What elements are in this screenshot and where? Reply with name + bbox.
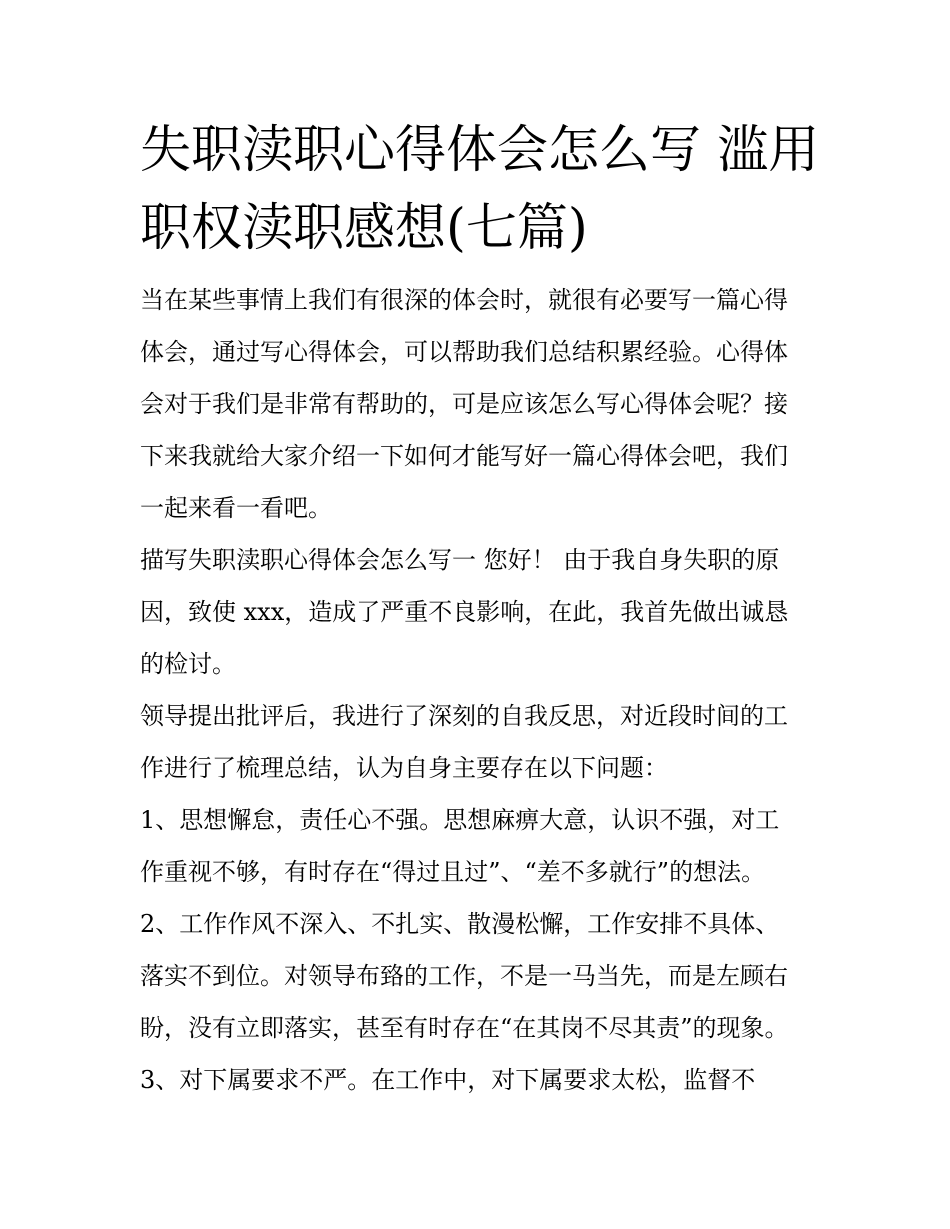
text-line: 落实不到位。对领导布臵的工作，不是一马当先，而是左顾右 <box>140 962 788 990</box>
text-line: 因，致使 xxx，造成了严重不良影响，在此，我首先做出诚恳 <box>140 598 789 626</box>
document-title <box>140 112 820 268</box>
text-line: 体会，通过写心得体会，可以帮助我们总结积累经验。心得体 <box>140 338 788 366</box>
document-body <box>140 274 820 1106</box>
title-line: 失职渎职心得体会怎么写 滥用 <box>140 121 820 180</box>
text-line: 领导提出批评后，我进行了深刻的自我反思，对近段时间的工 <box>140 702 788 730</box>
paragraph-apology <box>140 534 820 690</box>
text-line: 3、对下属要求不严。在工作中，对下属要求太松，监督不 <box>140 1066 756 1094</box>
title-line: 职权渎职感想(七篇) <box>140 199 588 258</box>
paragraph-reflection <box>140 690 820 794</box>
text-line: 下来我就给大家介绍一下如何才能写好一篇心得体会吧，我们 <box>140 442 788 470</box>
text-line: 盼，没有立即落实，甚至有时存在“在其岗不尽其责”的现象。 <box>140 1014 789 1042</box>
text-line: 会对于我们是非常有帮助的，可是应该怎么写心得体会呢？接 <box>140 390 788 418</box>
text-line: 一起来看一看吧。 <box>140 494 332 522</box>
paragraph-item-2 <box>140 898 820 1054</box>
paragraph-intro <box>140 274 820 534</box>
text-line: 2、工作作风不深入、不扎实、散漫松懈，工作安排不具体、 <box>140 910 780 938</box>
text-line: 作进行了梳理总结，认为自身主要存在以下问题： <box>140 754 668 782</box>
text-line: 的检讨。 <box>140 650 236 678</box>
paragraph-item-1 <box>140 794 820 898</box>
paragraph-item-3 <box>140 1054 820 1106</box>
text-line: 作重视不够，有时存在“得过且过”、“差不多就行”的想法。 <box>140 858 766 886</box>
text-line: 当在某些事情上我们有很深的体会时，就很有必要写一篇心得 <box>140 286 788 314</box>
text-line: 1、思想懈怠，责任心不强。思想麻痹大意，认识不强，对工 <box>140 806 780 834</box>
text-line: 描写失职渎职心得体会怎么写一 您好！ 由于我自身失职的原 <box>140 546 780 574</box>
